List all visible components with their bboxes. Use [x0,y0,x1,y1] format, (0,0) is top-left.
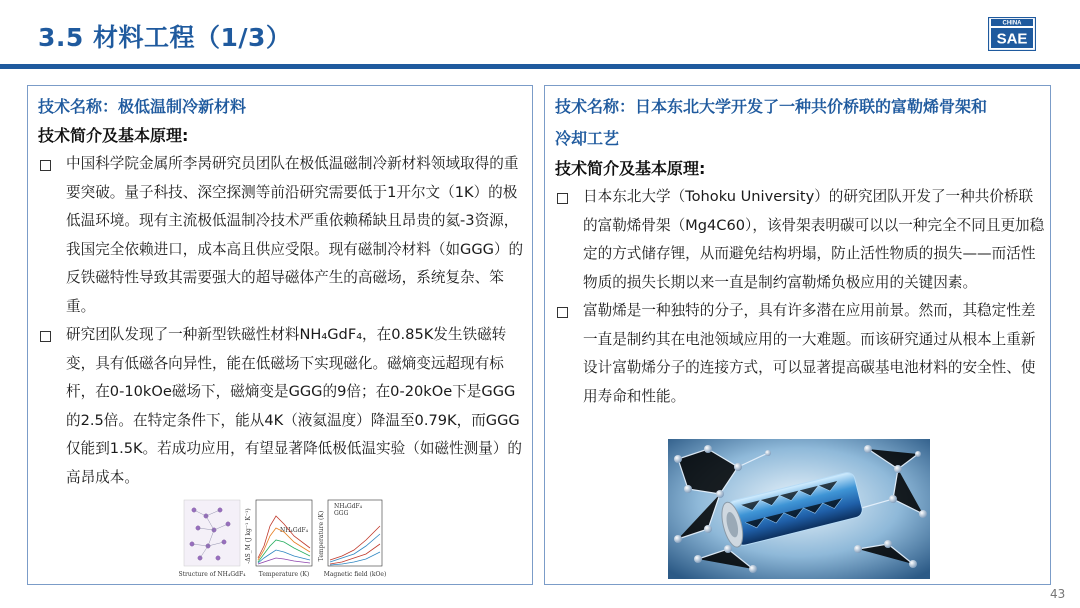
header-divider [0,64,1080,69]
legend-nh4gdf4: NH₄GdF₄ [334,503,363,510]
right-bullet-1 [555,183,1045,297]
cooling-ylabel: Temperature (K) [318,510,325,562]
left-bullet-2 [38,321,526,492]
right-bullet-1-text: 日本东北大学（Tohoku University）的研究团队开发了一种共价桥联的富勒烯骨架（Mg4C60），该骨架表明碳可以以一种完全不同且更加稳定的方式储存锂，从而避免结构坍塌，防止活性物质的损失——而活性物质的损失长期以来一直是制约富勒烯负极应用的关键因素。 [583,188,1045,291]
entropy-ylabel: -ΔS_M (J kg⁻¹ K⁻¹) [245,508,252,564]
right-bullet-2 [555,297,1045,411]
entropy-chart [245,500,312,578]
china-sae-logo [988,17,1036,51]
legend-ggg: GGG [334,510,349,517]
caption-structure: Structure of NH₄GdF₄ [178,571,246,578]
bullet-square-icon [40,160,51,171]
right-section-heading: 技术简介及基本原理: [555,159,706,178]
bullet-square-icon [557,193,568,204]
left-bullet-2-text: 研究团队发现了一种新型铁磁性材料NH₄GdF₄，在0.85K发生铁磁转变，具有低磁各向异性，能在低磁场下实现磁化。磁熵变远超现有标杆，在0-10kOe磁场下，磁熵变是GGG的9倍；在0-20kOe下是GGG的2.5倍。在特定条件下，能从4K（液氦温度）降温至0.79K，而GGG仅能到1.5K。若成功应用，有望显著降低极低温实验（如磁性测量）的高昂成本。 [66,326,523,486]
left-bullet-1 [38,150,526,321]
caption-temperature: Temperature (K) [258,571,310,578]
logo-text-bottom: SAE [996,30,1028,48]
entropy-compound-label: NH₄GdF₄ [279,527,309,534]
logo-text-top: CHINA [1002,20,1022,27]
nh4gdf4-figure [176,496,386,582]
crystal-structure-diagram [178,500,246,578]
page-title: 3.5 材料工程（1/3） [38,23,292,52]
right-tech-name-line1: 技术名称：日本东北大学开发了一种共价桥联的富勒烯骨架和 [555,97,988,116]
fullerene-battery-image [668,439,930,579]
left-panel [27,85,533,585]
right-panel [544,85,1051,585]
page-number: 43 [1050,587,1066,601]
left-section-heading: 技术简介及基本原理: [38,126,189,145]
bullet-square-icon [557,307,568,318]
left-bullet-1-text: 中国科学院金属所李昺研究员团队在极低温磁制冷新材料领域取得的重要突破。量子科技、深空探测等前沿研究需要低于1开尔文（1K）的极低温环境。现有主流极低温制冷技术严重依赖稀缺且昂贵的氦-3资源，我国完全依赖进口，成本高且供应受限。现有磁制冷材料（如GGG）的反铁磁特性导致其需要强大的超导磁体产生的高磁场，系统复杂、笨重。 [66,155,524,315]
bullet-square-icon [40,331,51,342]
caption-field: Magnetic field (kOe) [323,571,386,578]
right-tech-name-line2: 冷却工艺 [555,129,620,148]
right-bullet-2-text: 富勒烯是一种独特的分子，具有许多潜在应用前景。然而，其稳定性差一直是制约其在电池领域应用的一大难题。而该研究通过从根本上重新设计富勒烯分子的连接方式，可以显著提高碳基电池材料的安全性、使用寿命和性能。 [583,302,1036,405]
cooling-chart [318,500,386,578]
left-tech-name: 技术名称：极低温制冷新材料 [38,97,247,116]
